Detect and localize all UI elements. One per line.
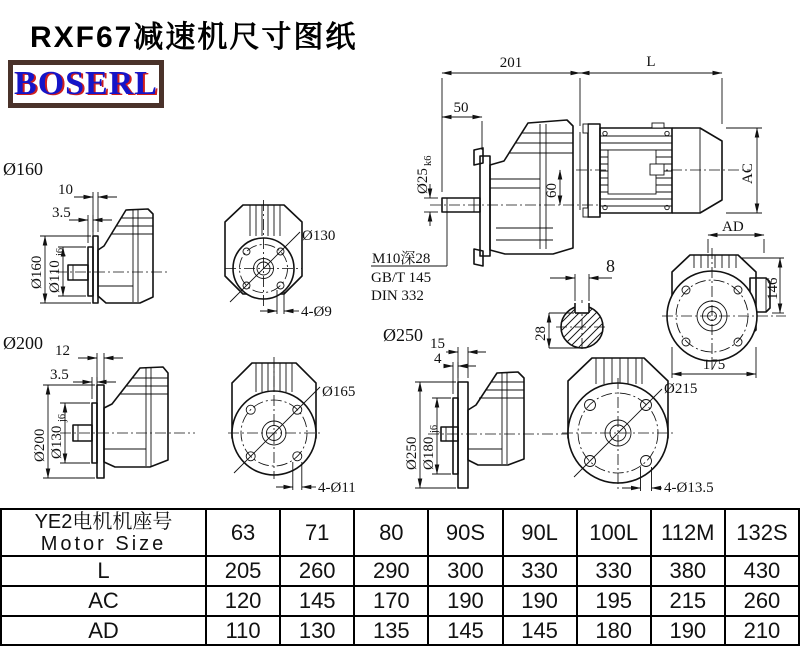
dim-201: 201: [499, 55, 523, 71]
dim-key-width: 8: [606, 256, 615, 276]
standard-din: DIN 332: [371, 288, 424, 304]
flange200-side-view: [3, 333, 195, 478]
table-row-AC: [1, 586, 799, 616]
dim-key-height: 28: [533, 326, 549, 341]
table-row-AD: [1, 616, 799, 645]
key-section-detail: [533, 256, 615, 352]
main-side-view: [371, 54, 764, 266]
row-label-AD: AD: [1, 616, 206, 645]
standard-gbt: GB/T 145: [371, 270, 432, 286]
col-motor-90l: 90L: [503, 509, 577, 556]
dim-200-offset: 12: [55, 343, 70, 359]
col-motor-71: 71: [280, 509, 354, 556]
motor-size-header-en: Motor Size: [40, 532, 167, 555]
flange160-front-view: [225, 200, 335, 320]
dim-160-bolt-circle: Ø130: [302, 228, 336, 244]
thread-spec: M10深28: [372, 251, 431, 267]
value-AD-132s: 210: [725, 616, 799, 645]
rear-view: [662, 248, 786, 378]
dim-200-pilot: Ø130: [49, 425, 65, 459]
col-motor-63: 63: [206, 509, 280, 556]
col-motor-90s: 90S: [428, 509, 502, 556]
row-label-L: L: [1, 556, 206, 586]
dim-160-holes: 4-Ø9: [301, 304, 332, 320]
dim-146: 146: [765, 277, 781, 300]
value-AD-100l: 180: [577, 616, 651, 645]
value-AC-80: 170: [354, 586, 428, 616]
dim-250-pilot-tol: j6: [429, 424, 440, 433]
table-row-L: [1, 556, 799, 586]
boserl-logo: BOSERL: [8, 60, 164, 108]
dim-250-pilot: Ø180: [421, 436, 437, 470]
value-AD-112m: 190: [651, 616, 725, 645]
dim-shaft-tol: k6: [423, 155, 434, 166]
dim-AD: AD: [722, 219, 744, 235]
value-AD-90s: 145: [428, 616, 502, 645]
dim-60: 60: [544, 183, 560, 198]
col-motor-100l: 100L: [577, 509, 651, 556]
motor-size-header-cn: YE2电机机座号: [34, 510, 173, 533]
dim-200-pilot-tol: j6: [57, 413, 68, 422]
dim-200-od: Ø200: [32, 428, 48, 462]
flange200-front-view: [228, 357, 356, 496]
value-AC-90l: 190: [503, 586, 577, 616]
dim-250-od: Ø250: [404, 436, 420, 470]
value-AC-132s: 260: [725, 586, 799, 616]
dim-200-holes: 4-Ø11: [318, 480, 356, 496]
flange250-label: Ø250: [383, 325, 423, 345]
col-motor-132s: 132S: [725, 509, 799, 556]
value-AC-63: 120: [206, 586, 280, 616]
value-L-90l: 330: [503, 556, 577, 586]
value-AC-100l: 195: [577, 586, 651, 616]
flange160-label: Ø160: [3, 159, 43, 179]
value-AC-112m: 215: [651, 586, 725, 616]
dim-200-bolt-circle: Ø165: [322, 384, 356, 400]
dim-160-boss: 3.5: [52, 205, 71, 221]
dim-250-holes: 4-Ø13.5: [664, 480, 714, 496]
dim-250-offset: 15: [430, 336, 445, 352]
flange160-side-view: [3, 159, 170, 303]
value-AD-71: 130: [280, 616, 354, 645]
value-AC-71: 145: [280, 586, 354, 616]
value-AD-90l: 145: [503, 616, 577, 645]
dim-160-offset: 10: [58, 182, 73, 198]
dim-AC: AC: [740, 163, 756, 184]
value-AC-90s: 190: [428, 586, 502, 616]
dim-250-boss: 4: [434, 351, 442, 367]
dim-160-pilot: Ø110: [47, 260, 63, 293]
value-L-100l: 330: [577, 556, 651, 586]
dim-160-pilot-tol: j6: [55, 247, 66, 256]
value-L-132s: 430: [725, 556, 799, 586]
col-motor-112m: 112M: [651, 509, 725, 556]
row-label-AC: AC: [1, 586, 206, 616]
dim-shaft-dia: Ø25: [415, 168, 431, 194]
value-AD-80: 135: [354, 616, 428, 645]
dim-200-boss: 3.5: [50, 367, 69, 383]
flange200-label: Ø200: [3, 333, 43, 353]
thread-note: [371, 250, 431, 304]
motor-size-header: [1, 509, 206, 556]
dim-160-od: Ø160: [29, 255, 45, 289]
page-title: RXF67减速机尺寸图纸: [30, 21, 358, 54]
col-motor-80: 80: [354, 509, 428, 556]
value-L-80: 290: [354, 556, 428, 586]
value-L-63: 205: [206, 556, 280, 586]
flange250-front-view: [562, 358, 714, 496]
table-header-row: [1, 509, 799, 556]
value-L-71: 260: [280, 556, 354, 586]
flange250-side-view: [383, 325, 590, 488]
value-L-90s: 300: [428, 556, 502, 586]
dim-250-bolt-circle: Ø215: [664, 381, 698, 397]
dim-175: 175: [702, 357, 726, 373]
dim-50: 50: [453, 100, 469, 116]
dim-L: L: [646, 54, 656, 70]
value-L-112m: 380: [651, 556, 725, 586]
dimension-table: [0, 508, 800, 646]
value-AD-63: 110: [206, 616, 280, 645]
